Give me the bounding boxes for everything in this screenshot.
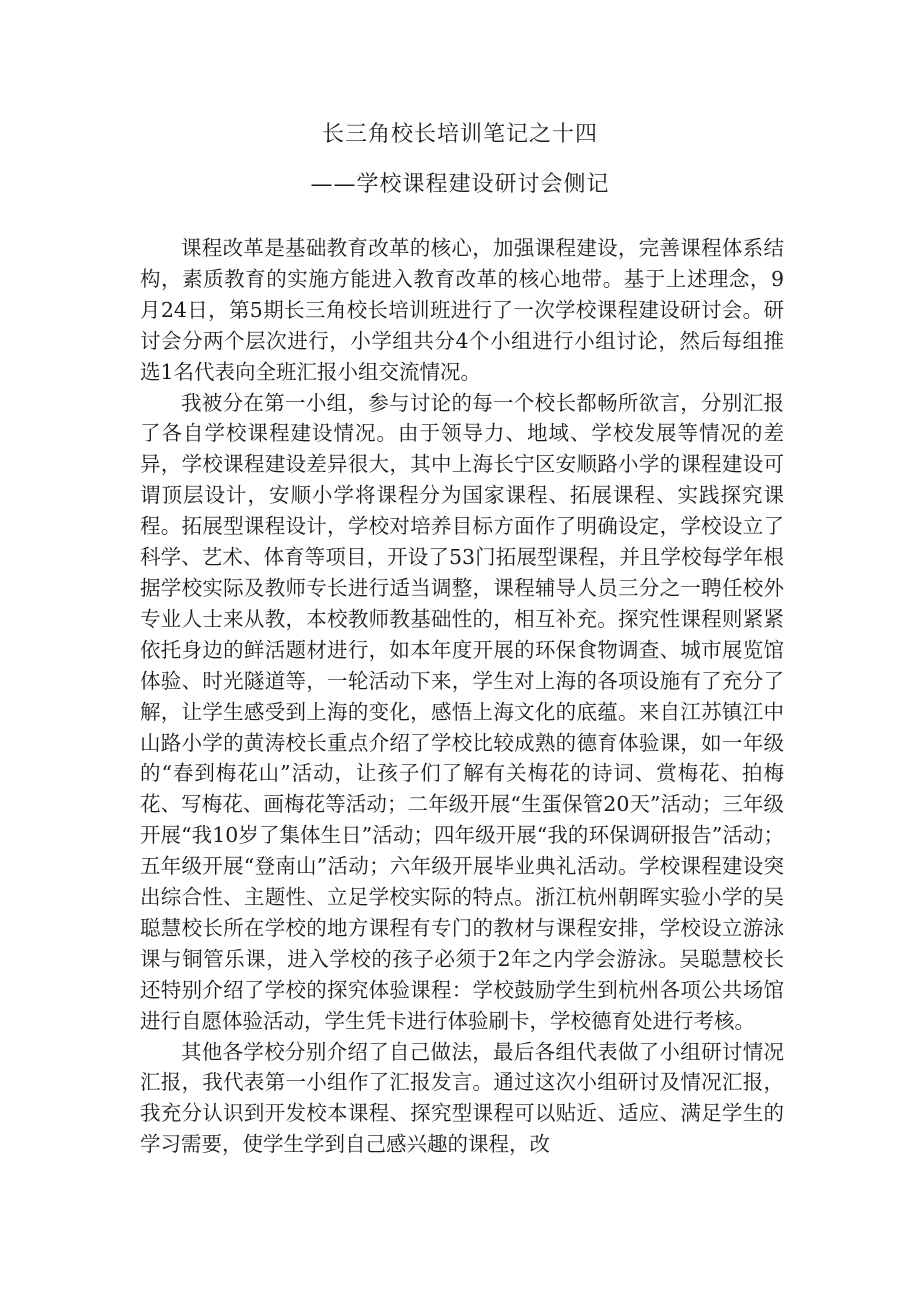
document-title: 长三角校长培训笔记之十四 [321, 122, 598, 147]
paragraph-intro: 课程改革是基础教育改革的核心，加强课程建设，完善课程体系结构，素质教育的实施方能进入教育改革的核心地带。基于上述理念，9月24日，第5期长三角校长培训班进行了一次学校课程建设研讨会。研讨会分两个层次进行，小学组共分4个小组进行小组讨论，然后每组推选1名代表向全班汇报小组交流情况。 [140, 236, 784, 384]
document-body [140, 233, 784, 1160]
paragraph-summary: 其他各学校分别介绍了自己做法，最后各组代表做了小组研讨情况汇报，我代表第一小组作了汇报发言。通过这次小组研讨及情况汇报，我充分认识到开发校本课程、探究型课程可以贴近、适应、满足学生的学习需要，使学生学到自己感兴趣的课程，改 [140, 1039, 784, 1157]
document-subtitle: ——学校课程建设研讨会侧记 [310, 172, 610, 197]
paragraph-group-discussion: 我被分在第一小组，参与讨论的每一个校长都畅所欲言，分别汇报了各自学校课程建设情况。由于领导力、地域、学校发展等情况的差异，学校课程建设差异很大，其中上海长宁区安顺路小学的课程建设可谓顶层设计，安顺小学将课程分为国家课程、拓展课程、实践探究课程。拓展型课程设计，学校对培养目标方面作了明确设定，学校设立了科学、艺术、体育等项目，开设了53门拓展型课程，并且学校每学年根据学校实际及教师专长进行适当调整，课程辅导人员三分之一聘任校外专业人士来从教，本校教师教基础性的，相互补充。探究性课程则紧紧依托身边的鲜活题材进行，如本年度开展的环保食物调查、城市展览馆体验、时光隧道等，一轮活动下来，学生对上海的各项设施有了充分了解，让学生感受到上海的变化，感悟上海文化的底蕴。来自江苏镇江中山路小学的黄涛校长重点介绍了学校比较成熟的德育体验课，如一年级的“春到梅花山”活动，让孩子们了解有关梅花的诗词、赏梅花、拍梅花、写梅花、画梅花等活动；二年级开展“生蛋保管20天”活动；三年级开展“我10岁了集体生日”活动；四年级开展“我的环保调研报告”活动；五年级开展“登南山”活动；六年级开展毕业典礼活动。学校课程建设突出综合性、主题性、立足学校实际的特点。浙江杭州朝晖实验小学的吴聪慧校长所在学校的地方课程有专门的教材与课程安排，学校设立游泳课与铜管乐课，进入学校的孩子必须于2年之内学会游泳。吴聪慧校长还特别介绍了学校的探究体验课程：学校鼓励学生到杭州各项公共场馆进行自愿体验活动，学生凭卡进行体验刷卡，学校德育处进行考核。 [140, 390, 784, 1033]
